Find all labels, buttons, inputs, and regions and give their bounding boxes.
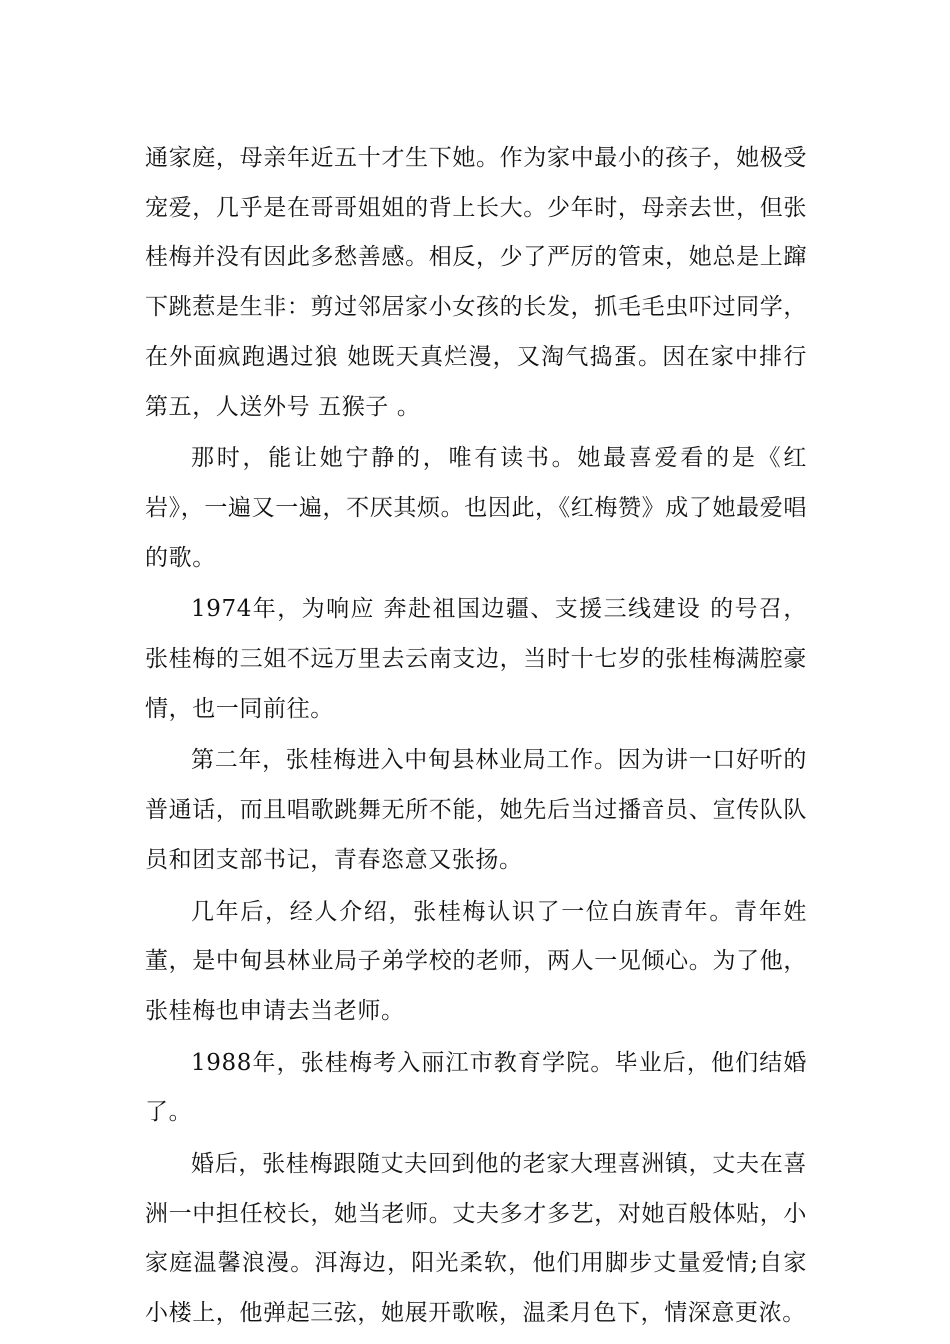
paragraph-forestry-bureau: 第二年，张桂梅进入中甸县林业局工作。因为讲一口好听的普通话，而且唱歌跳舞无所不能，她先后当过播音员、宣传队队员和团支部书记，青春恣意又张扬。 (145, 747, 807, 873)
article-body (145, 134, 807, 1339)
paragraph-1974: 1974年，为响应 奔赴祖国边疆、支援三线建设 的号召，张桂梅的三姐不远万里去云南支边，当时十七岁的张桂梅满腔豪情，也一同前往。 (145, 596, 807, 722)
paragraph-1988: 1988年，张桂梅考入丽江市教育学院。毕业后，他们结婚了。 (145, 1049, 807, 1126)
paragraph-marriage: 婚后，张桂梅跟随丈夫回到他的老家大理喜洲镇，丈夫在喜洲一中担任校长，她当老师。丈夫多才多艺，对她百般体贴，小家庭温馨浪漫。洱海边，阳光柔软，他们用脚步丈量爱情;自家小楼上，他弹起三弦，她展开歌喉，温柔月色下，情深意更浓。 (145, 1151, 807, 1327)
paragraph-reading: 那时，能让她宁静的，唯有读书。她最喜爱看的是《红岩》，一遍又一遍，不厌其烦。也因此，《红梅赞》成了她最爱唱的歌。 (145, 445, 807, 571)
paragraph-childhood: 通家庭，母亲年近五十才生下她。作为家中最小的孩子，她极受宠爱，几乎是在哥哥姐姐的背上长大。少年时，母亲去世，但张桂梅并没有因此多愁善感。相反，少了严厉的管束，她总是上蹿下跳惹是生非：剪过邻居家小女孩的长发，抓毛毛虫吓过同学，在外面疯跑遇过狼 她既天真烂漫，又淘气捣蛋。因在家中排行第五，人送外号 五猴子 。 (145, 145, 807, 420)
paragraph-meeting: 几年后，经人介绍，张桂梅认识了一位白族青年。青年姓董，是中甸县林业局子弟学校的老师，两人一见倾心。为了他，张桂梅也申请去当老师。 (145, 898, 807, 1024)
